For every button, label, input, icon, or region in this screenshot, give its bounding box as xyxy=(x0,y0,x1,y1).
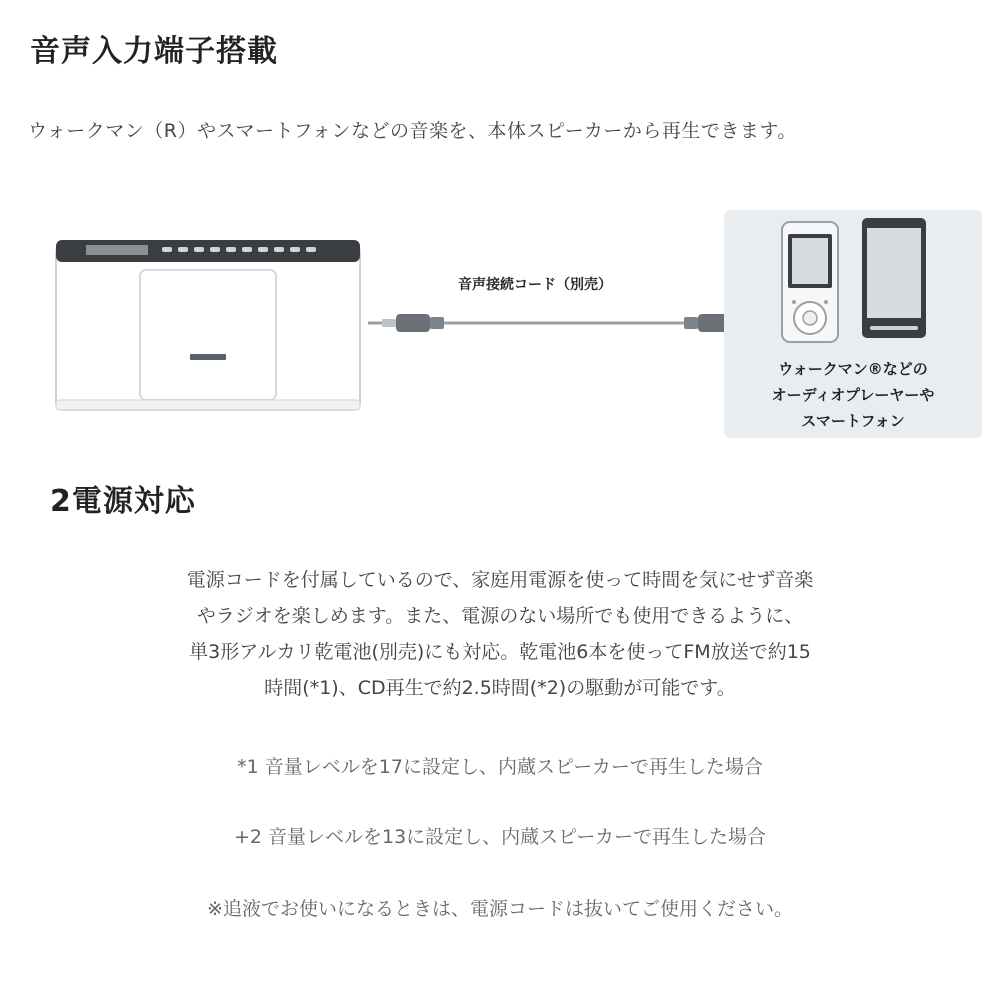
connection-figure xyxy=(0,200,1000,460)
section-heading-audio-input: 音声入力端子搭載 xyxy=(30,34,278,69)
description-line: やラジオを楽しめます。また、電源のない場所でも使用できるように、 xyxy=(196,605,804,627)
player-caption-line: オーディオプレーヤーや xyxy=(771,386,935,404)
footnote-2: +2 音量レベルを13に設定し、内蔵スピーカーで再生した場合 xyxy=(233,826,767,848)
smartphone-illustration xyxy=(860,216,928,340)
player-caption-line: ウォークマン®などの xyxy=(778,360,928,378)
audio-cable-illustration xyxy=(360,308,768,338)
section-intro-text: ウォークマン（R）やスマートフォンなどの音楽を、本体スピーカーから再生できます。 xyxy=(28,120,797,142)
player-caption-line: スマートフォン xyxy=(801,412,905,430)
footnote-1: *1 音量レベルを17に設定し、内蔵スピーカーで再生した場合 xyxy=(237,756,763,778)
description-line: 電源コードを付属しているので、家庭用電源を使って時間を気にせず音楽 xyxy=(186,569,814,591)
section-heading-dual-power: 2電源対応 xyxy=(50,484,196,519)
walkman-illustration xyxy=(780,220,840,344)
cd-radio-illustration xyxy=(52,236,364,416)
footnote-3: ※追液でお使いになるときは、電源コードは抜いてご使用ください。 xyxy=(207,898,793,920)
description-line: 時間(*1)、CD再生で約2.5時間(*2)の駆動が可能です。 xyxy=(264,677,736,699)
cable-label: 音声接続コード（別売） xyxy=(458,277,612,293)
dual-power-description xyxy=(20,562,980,706)
player-caption xyxy=(724,356,982,434)
description-line: 単3形アルカリ乾電池(別売)にも対応。乾電池6本を使ってFM放送で約15 xyxy=(189,641,811,663)
